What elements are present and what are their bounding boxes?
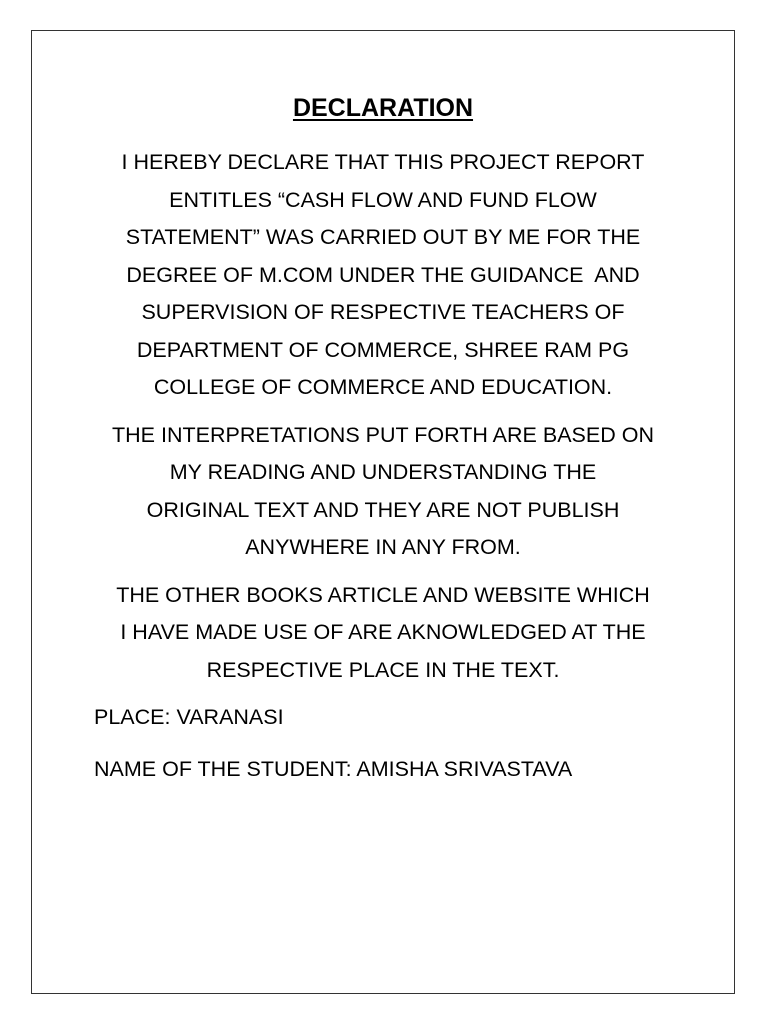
page-title: DECLARATION — [292, 94, 474, 122]
paragraph-line: MY READING AND UNDERSTANDING THE — [169, 460, 597, 484]
paragraph-line: ENTITLES “CASH FLOW AND FUND FLOW — [169, 187, 597, 212]
paragraph-line: THE INTERPRETATIONS PUT FORTH ARE BASED ON — [112, 422, 654, 447]
paragraph-line: DEGREE OF M.COM UNDER THE GUIDANCE AND — [126, 262, 640, 287]
paragraph-line: RESPECTIVE PLACE IN THE TEXT. — [206, 657, 560, 682]
paragraph-line: SUPERVISION OF RESPECTIVE TEACHERS OF — [141, 300, 625, 324]
paragraph-line: I HEREBY DECLARE THAT THIS PROJECT REPORT — [121, 150, 645, 174]
declaration-paragraph-1 — [62, 144, 704, 407]
declaration-paragraph-2 — [62, 417, 704, 567]
paragraph-line: ANYWHERE IN ANY FROM. — [245, 535, 521, 559]
paragraph-line: ORIGINAL TEXT AND THEY ARE NOT PUBLISH — [146, 497, 620, 522]
declaration-content — [62, 88, 704, 803]
student-name-line: NAME OF THE STUDENT: AMISHA SRIVASTAVA — [94, 757, 573, 781]
paragraph-line: STATEMENT” WAS CARRIED OUT BY ME FOR THE — [125, 225, 641, 249]
paragraph-line: I HAVE MADE USE OF ARE AKNOWLEDGED AT THE — [120, 620, 646, 644]
place-line: PLACE: VARANASI — [94, 705, 284, 729]
paragraph-line: DEPARTMENT OF COMMERCE, SHREE RAM PG — [136, 337, 630, 362]
paragraph-line: THE OTHER BOOKS ARTICLE AND WEBSITE WHICH — [116, 582, 650, 607]
declaration-paragraph-3 — [62, 577, 704, 690]
paragraph-line: COLLEGE OF COMMERCE AND EDUCATION. — [153, 375, 613, 399]
